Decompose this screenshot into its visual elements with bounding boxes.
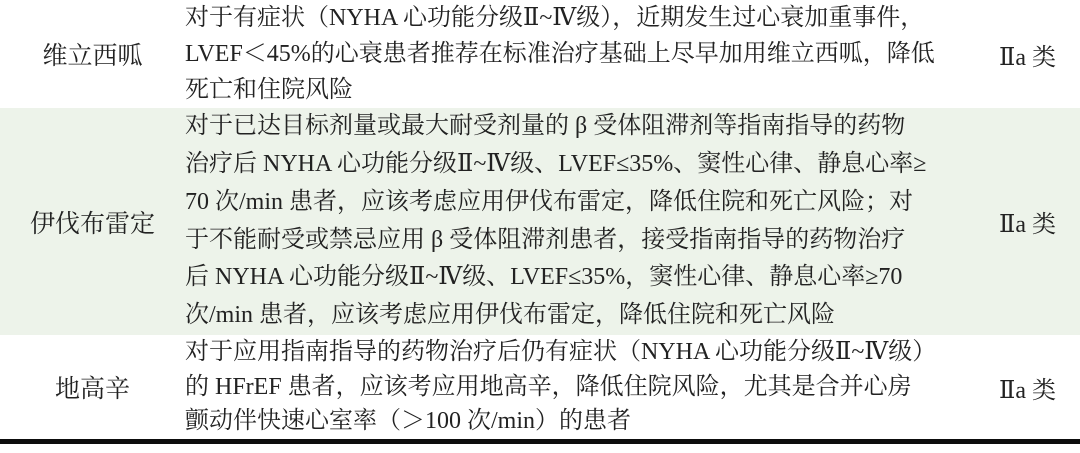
recommendation-class-badge: Ⅱa 类 bbox=[999, 377, 1056, 404]
recommendation-line: 对于应用指南指导的药物治疗后仍有症状（NYHA 心功能分级Ⅱ~Ⅳ级） bbox=[185, 339, 937, 366]
table-row-digoxin bbox=[0, 335, 1080, 439]
recommendation-text bbox=[185, 335, 975, 439]
recommendation-line: 死亡和住院风险 bbox=[185, 77, 353, 103]
recommendation-text bbox=[185, 108, 975, 335]
drug-name: 地高辛 bbox=[54, 376, 130, 403]
recommendation-line: 对于有症状（NYHA 心功能分级Ⅱ~Ⅳ级），近期发生过心衰加重事件， bbox=[185, 5, 925, 31]
recommendation-line: 70 次/min 患者，应该考虑应用伊伐布雷定，降低住院和死亡风险；对 bbox=[185, 188, 914, 215]
recommendation-line: 次/min 患者，应该考虑应用伊伐布雷定，降低住院和死亡风险 bbox=[185, 302, 836, 329]
table-row-vericiguat bbox=[0, 0, 1080, 108]
recommendation-line: 于不能耐受或禁忌应用 β 受体阻滞剂患者，接受指南指导的药物治疗 bbox=[185, 226, 906, 253]
drug-name: 伊伐布雷定 bbox=[29, 210, 155, 238]
bottom-margin bbox=[0, 444, 1080, 453]
table-row-ivabradine bbox=[0, 108, 1080, 335]
recommendation-line: LVEF＜45%的心衰患者推荐在标准治疗基础上尽早加用维立西呱，降低 bbox=[185, 41, 935, 67]
recommendation-line: 的 HFrEF 患者，应该考应用地高辛，降低住院风险，尤其是合并心房 bbox=[185, 373, 912, 400]
drug-name: 维立西呱 bbox=[42, 43, 143, 70]
recommendation-line: 治疗后 NYHA 心功能分级Ⅱ~Ⅳ级、LVEF≤35%、窦性心律、静息心率≥ bbox=[185, 150, 927, 177]
recommendation-text bbox=[185, 0, 975, 108]
recommendation-class-badge: Ⅱa 类 bbox=[999, 212, 1056, 238]
recommendation-line: 后 NYHA 心功能分级Ⅱ~Ⅳ级、LVEF≤35%，窦性心律、静息心率≥70 bbox=[185, 264, 903, 291]
recommendation-line: 颤动伴快速心室率（＞100 次/min）的患者 bbox=[185, 408, 632, 435]
recommendation-class-badge: Ⅱa 类 bbox=[999, 44, 1056, 71]
recommendation-line: 对于已达目标剂量或最大耐受剂量的 β 受体阻滞剂等指南指导的药物 bbox=[185, 113, 906, 140]
